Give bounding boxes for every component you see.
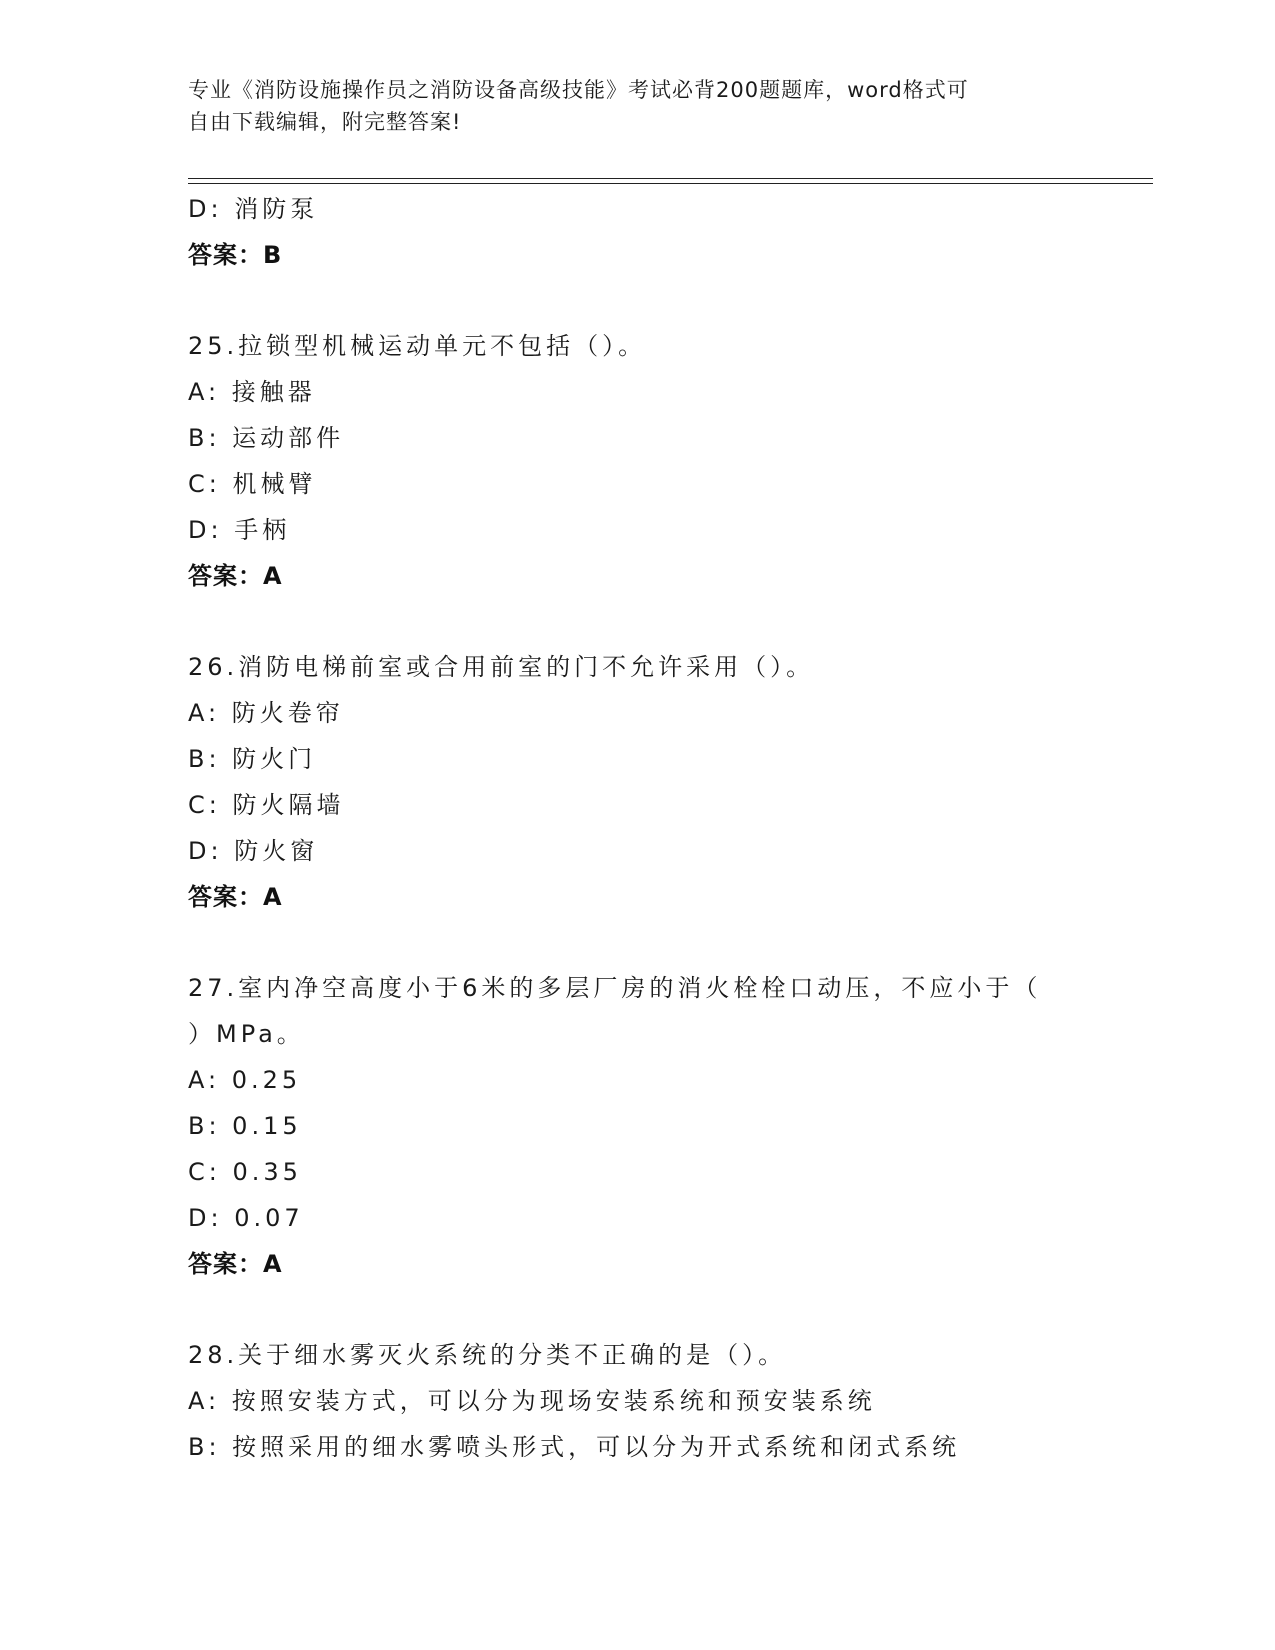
option-d: D: 防火窗 xyxy=(188,837,319,865)
option-d: D: 手柄 xyxy=(188,516,291,544)
spacer xyxy=(188,599,1108,644)
spacer xyxy=(188,1287,1108,1332)
answer-line: 答案：A xyxy=(188,562,283,590)
spacer xyxy=(188,920,1108,965)
option-b: B: 防火门 xyxy=(188,745,317,773)
option-a: A: 按照安装方式，可以分为现场安装系统和预安装系统 xyxy=(188,1387,876,1415)
option-a: A: 防火卷帘 xyxy=(188,699,344,727)
header-divider-bottom xyxy=(188,183,1153,184)
option-c: C: 0.35 xyxy=(188,1158,302,1186)
option-a: A: 接触器 xyxy=(188,378,316,406)
question-stem: 28.关于细水雾灭火系统的分类不正确的是（）。 xyxy=(188,1341,787,1369)
question-stem: 25.拉锁型机械运动单元不包括（）。 xyxy=(188,332,647,360)
question-stem-line-2: ）MPa。 xyxy=(188,1020,305,1048)
option-c: C: 机械臂 xyxy=(188,470,317,498)
answer-line: 答案：A xyxy=(188,1250,283,1278)
answer-line: 答案：B xyxy=(188,241,283,269)
header-divider-top xyxy=(188,178,1153,179)
option-c: C: 防火隔墙 xyxy=(188,791,345,819)
spacer xyxy=(188,278,1108,323)
question-list xyxy=(188,186,1108,1470)
option-d: D: 0.07 xyxy=(188,1204,304,1232)
option-b: B: 运动部件 xyxy=(188,424,345,452)
option-a: A: 0.25 xyxy=(188,1066,302,1094)
question-stem-line-1: 27.室内净空高度小于6米的多层厂房的消火栓栓口动压，不应小于（ xyxy=(188,974,1042,1002)
document-header xyxy=(188,74,1088,138)
question-stem: 26.消防电梯前室或合用前室的门不允许采用（）。 xyxy=(188,653,815,681)
answer-line: 答案：A xyxy=(188,883,283,911)
option-b: B: 0.15 xyxy=(188,1112,302,1140)
header-line-2: 自由下载编辑，附完整答案! xyxy=(188,110,462,134)
option-b: B: 按照采用的细水雾喷头形式，可以分为开式系统和闭式系统 xyxy=(188,1433,961,1461)
header-line-1: 专业《消防设施操作员之消防设备高级技能》考试必背200题题库，word格式可 xyxy=(188,78,969,102)
option-d: D: 消防泵 xyxy=(188,195,319,223)
